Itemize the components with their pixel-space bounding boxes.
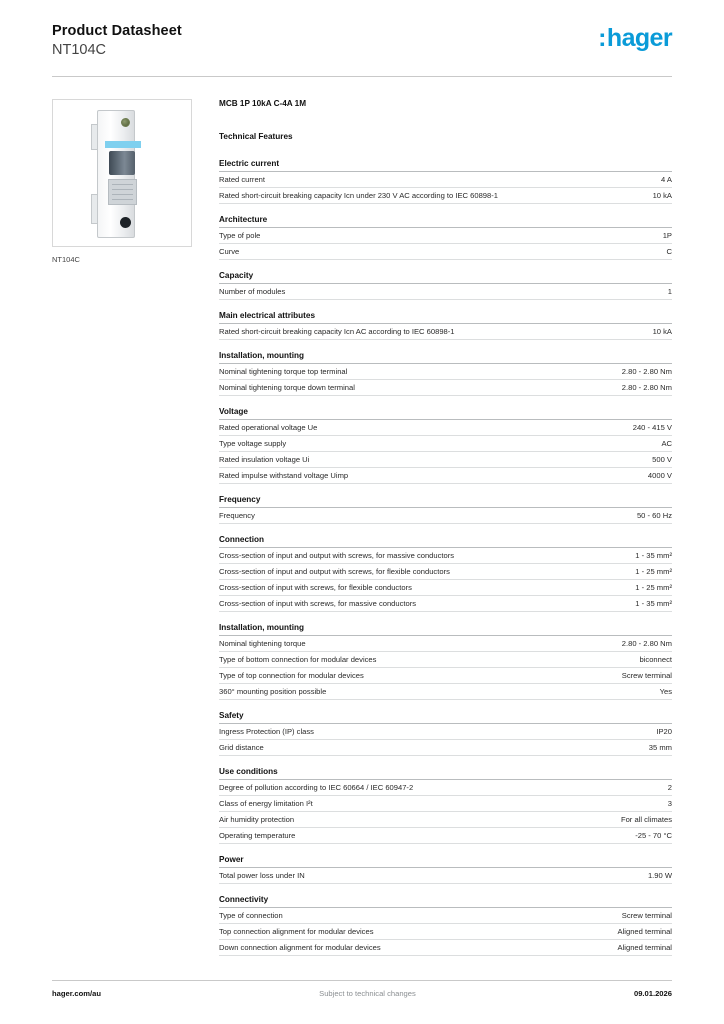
specification-label: Air humidity protection — [219, 815, 295, 825]
product-reference: NT104C — [52, 42, 106, 59]
specification-label: Number of modules — [219, 287, 286, 297]
page-header — [52, 0, 672, 59]
specification-value: 2.80 - 2.80 Nm — [621, 367, 672, 377]
specification-row — [219, 684, 672, 700]
specification-row — [219, 228, 672, 244]
specification-value: 1 - 35 mm² — [635, 599, 672, 609]
specification-label: Type of pole — [219, 231, 261, 241]
header-divider — [52, 76, 672, 77]
specification-label: Cross-section of input with screws, for massive conductors — [219, 599, 417, 609]
specification-group — [219, 351, 672, 396]
mcb-illustration — [91, 110, 141, 238]
specification-value: 1 - 35 mm² — [635, 551, 672, 561]
specification-row — [219, 668, 672, 684]
specification-value: 35 mm — [648, 743, 672, 753]
product-image-column — [52, 99, 200, 967]
specification-value: biconnect — [639, 655, 672, 665]
footer-row — [52, 989, 672, 998]
specification-group — [219, 711, 672, 756]
specification-value: 1P — [662, 231, 672, 241]
specification-label: Rated insulation voltage Ui — [219, 455, 310, 465]
specification-row — [219, 828, 672, 844]
specification-label: Curve — [219, 247, 240, 257]
specification-label: Down connection alignment for modular devices — [219, 943, 381, 953]
specification-value: Screw terminal — [621, 911, 672, 921]
specification-groups — [219, 159, 672, 956]
specification-label: Type of connection — [219, 911, 283, 921]
specification-value: C — [666, 247, 672, 257]
specification-row — [219, 452, 672, 468]
specification-group — [219, 159, 672, 204]
specification-row — [219, 740, 672, 756]
specification-group-title: Use conditions — [219, 767, 672, 780]
specification-label: Rated short-circuit breaking capacity Icn AC according to IEC 60898-1 — [219, 327, 455, 337]
specification-row — [219, 636, 672, 652]
specification-label: Nominal tightening torque top terminal — [219, 367, 348, 377]
specification-group — [219, 311, 672, 340]
specification-row — [219, 380, 672, 396]
specification-group — [219, 271, 672, 300]
specification-value: Aligned terminal — [617, 927, 672, 937]
page-content — [52, 99, 672, 967]
technical-features-heading: Technical Features — [219, 132, 293, 142]
logo-wordmark: hager — [606, 24, 672, 52]
specification-group-title: Electric current — [219, 159, 672, 172]
footer-notice: Subject to technical changes — [319, 989, 416, 998]
specification-group-title: Voltage — [219, 407, 672, 420]
specification-label: Cross-section of input with screws, for flexible conductors — [219, 583, 412, 593]
specification-value: 2 — [667, 783, 672, 793]
specification-group-title: Capacity — [219, 271, 672, 284]
specification-group-title: Power — [219, 855, 672, 868]
specification-value: 10 kA — [652, 191, 672, 201]
specification-row — [219, 284, 672, 300]
specification-row — [219, 188, 672, 204]
specification-label: Ingress Protection (IP) class — [219, 727, 314, 737]
specification-label: Grid distance — [219, 743, 264, 753]
specification-label: Cross-section of input and output with screws, for massive conductors — [219, 551, 455, 561]
specification-value: 2.80 - 2.80 Nm — [621, 639, 672, 649]
specification-row — [219, 652, 672, 668]
specification-value: 1 - 25 mm² — [635, 583, 672, 593]
specification-row — [219, 548, 672, 564]
mcb-bottom-hole — [120, 217, 131, 228]
specification-value: 4 A — [661, 175, 672, 185]
specification-value: AC — [661, 439, 672, 449]
specification-value: 1 — [667, 287, 672, 297]
specification-value: For all climates — [620, 815, 672, 825]
specification-group — [219, 407, 672, 484]
specification-row — [219, 508, 672, 524]
footer-website[interactable]: hager.com/au — [52, 989, 101, 998]
mcb-toggle-lever — [109, 151, 135, 175]
product-name: MCB 1P 10kA C-4A 1M — [219, 99, 307, 109]
specification-row — [219, 940, 672, 956]
specification-group — [219, 855, 672, 884]
specification-row — [219, 420, 672, 436]
specification-label: Cross-section of input and output with screws, for flexible conductors — [219, 567, 450, 577]
hager-logo — [598, 22, 672, 53]
specification-label: Type of bottom connection for modular devices — [219, 655, 377, 665]
specification-group — [219, 535, 672, 612]
specification-value: 1 - 25 mm² — [635, 567, 672, 577]
specification-value: Screw terminal — [621, 671, 672, 681]
specification-value: Aligned terminal — [617, 943, 672, 953]
page-footer — [52, 980, 672, 998]
specification-row — [219, 908, 672, 924]
footer-date: 09.01.2026 — [633, 989, 672, 998]
specification-row — [219, 596, 672, 612]
specification-value: Yes — [659, 687, 672, 697]
specification-value: 240 - 415 V — [632, 423, 672, 433]
specification-row — [219, 564, 672, 580]
specification-group-title: Connectivity — [219, 895, 672, 908]
specification-label: Top connection alignment for modular devices — [219, 927, 374, 937]
specification-value: 2.80 - 2.80 Nm — [621, 383, 672, 393]
specification-group-title: Frequency — [219, 495, 672, 508]
specification-row — [219, 868, 672, 884]
specification-row — [219, 172, 672, 188]
specifications-column — [200, 99, 672, 967]
specification-label: Nominal tightening torque down terminal — [219, 383, 355, 393]
specification-label: Rated impulse withstand voltage Uimp — [219, 471, 349, 481]
specification-row — [219, 796, 672, 812]
specification-group-title: Installation, mounting — [219, 351, 672, 364]
specification-label: Class of energy limitation I²t — [219, 799, 313, 809]
specification-group — [219, 495, 672, 524]
mcb-blue-band — [105, 141, 141, 148]
specification-row — [219, 244, 672, 260]
product-image-caption: NT104C — [52, 255, 80, 265]
specification-group-title: Safety — [219, 711, 672, 724]
specification-label: Frequency — [219, 511, 255, 521]
specification-value: IP20 — [656, 727, 672, 737]
specification-row — [219, 924, 672, 940]
specification-row — [219, 468, 672, 484]
specification-value: 50 - 60 Hz — [636, 511, 672, 521]
specification-label: Total power loss under IN — [219, 871, 305, 881]
specification-row — [219, 364, 672, 380]
specification-group-title: Installation, mounting — [219, 623, 672, 636]
mcb-housing — [97, 110, 135, 238]
specification-group-title: Main electrical attributes — [219, 311, 672, 324]
specification-value: 1.90 W — [647, 871, 672, 881]
specification-row — [219, 780, 672, 796]
specification-label: Type of top connection for modular devices — [219, 671, 364, 681]
specification-value: -25 - 70 °C — [635, 831, 672, 841]
specification-row — [219, 724, 672, 740]
specification-label: Rated operational voltage Ue — [219, 423, 318, 433]
mcb-screw-icon — [121, 118, 130, 127]
page-title: Product Datasheet — [52, 23, 182, 39]
specification-value: 10 kA — [652, 327, 672, 337]
specification-group — [219, 623, 672, 700]
specification-label: Type voltage supply — [219, 439, 287, 449]
specification-group — [219, 895, 672, 956]
mcb-label-window — [108, 179, 137, 205]
specification-label: Rated current — [219, 175, 266, 185]
specification-label: Nominal tightening torque — [219, 639, 306, 649]
specification-row — [219, 580, 672, 596]
specification-label: Rated short-circuit breaking capacity Icn under 230 V AC according to IEC 60898-1 — [219, 191, 499, 201]
logo-colon-icon: : — [598, 24, 606, 52]
specification-value: 3 — [667, 799, 672, 809]
footer-divider — [52, 980, 672, 981]
specification-group-title: Connection — [219, 535, 672, 548]
specification-row — [219, 324, 672, 340]
specification-group — [219, 767, 672, 844]
specification-row — [219, 812, 672, 828]
specification-group — [219, 215, 672, 260]
specification-group-title: Architecture — [219, 215, 672, 228]
title-block — [52, 22, 182, 59]
specification-label: Operating temperature — [219, 831, 296, 841]
product-image-frame — [52, 99, 192, 247]
specification-label: Degree of pollution according to IEC 60664 / IEC 60947-2 — [219, 783, 414, 793]
specification-value: 500 V — [652, 455, 672, 465]
specification-label: 360° mounting position possible — [219, 687, 327, 697]
specification-row — [219, 436, 672, 452]
specification-value: 4000 V — [647, 471, 672, 481]
